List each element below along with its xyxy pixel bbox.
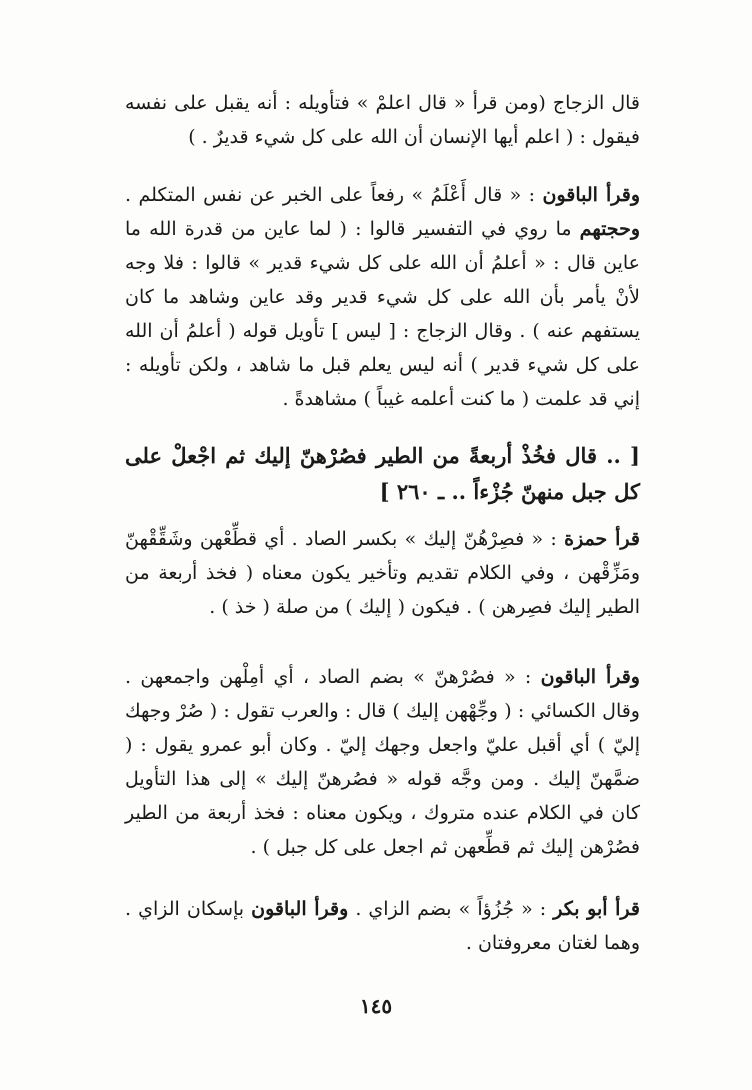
quran-verse-heading [125, 438, 640, 510]
paragraph-text: : « فصِرْهُنّ إليك » بكسر الصاد . أي قطِّعْهن وشَقِّقْهنّ ومَزِّقْهن ، وفي الكلام تقديم وتأخير يكون معناه ( فخذ أربعة من الطير إليك فصِرهن ) . فيكون ( إليك ) من صلة ( خذ ) . [125, 528, 640, 618]
argument-label: وحجتهم [579, 218, 640, 240]
paragraph-text: : « جُزُؤاً » بضم الزاي . [348, 898, 554, 920]
paragraph-others-reading [125, 178, 640, 416]
verse-text: [ .. قال فخُذْ أربعةً من الطير فصُرْهنّ إليك ثم اجْعلْ على كل جبل منهنّ جُزْءاً .. ـ ٢٦٠ ] [125, 443, 640, 504]
paragraph-text: ما روي في التفسير قالوا : ( لما عاين من قدرة الله ما عاين قال : « أعلمُ أن الله على كل شيء قدير » قالوا : فلا وجه لأنْ يأمر بأن الله على كل شيء قدير وقد عاين وشاهد ما كان يستفهم عنه ) . وقال الزجاج : [ ليس ] تأويل قوله ( أعلمُ أن الله على كل شيء قدير ) أنه ليس يعلم قبل ما شاهد ، ولكن تأويله : إني قد علمت ( ما كنت أعلمه غيباً ) مشاهدةً . [125, 218, 640, 410]
paragraph-text: : « فصُرْهنّ » بضم الصاد ، أي أمِلْهن واجمعهن . وقال الكسائي : ( وجِّهْهن إليك ) قال : والعرب تقول : ( صُرْ وجهك إليّ ) أي أقبل عليّ واجعل وجهك إليّ . وكان أبو عمرو يقول : ( ضمَّهنّ إليك . ومن وجَّه قوله « فصُرهنّ إليك » إلى هذا التأويل كان في الكلام عنده متروك ، ويكون معناه : فخذ أربعة من الطير فصُرْهن إليك ثم قطِّعهن ثم اجعل على كل جبل ) . [125, 666, 640, 858]
paragraph-zajjaj-interpretation [125, 86, 640, 154]
reader-name: وقرأ الباقون [251, 898, 349, 920]
paragraph-abu-bakr-reading [125, 892, 640, 960]
paragraph-others-damma-reading [125, 660, 640, 864]
reader-name: قرأ حمزة [564, 528, 640, 550]
paragraph-text: : « قال أَعْلَمُ » رفعاً على الخبر عن نفس المتكلم . [125, 184, 543, 206]
paragraph-text: بإسكان الزاي . وهما لغتان معروفتان . [125, 898, 640, 954]
reader-name: وقرأ الباقون [542, 184, 640, 206]
reader-name: قرأ أبو بكر [553, 898, 640, 920]
reader-name: وقرأ الباقون [540, 666, 640, 688]
paragraph-text: قال الزجاج (ومن قرأ « قال اعلمْ » فتأويله : أنه يقبل على نفسه فيقول : ( اعلم أيها الإنسان أن الله على كل شيء قديرٌ . ) [125, 92, 640, 148]
page-number: ١٤٥ [359, 994, 393, 1018]
paragraph-hamza-reading [125, 522, 640, 624]
